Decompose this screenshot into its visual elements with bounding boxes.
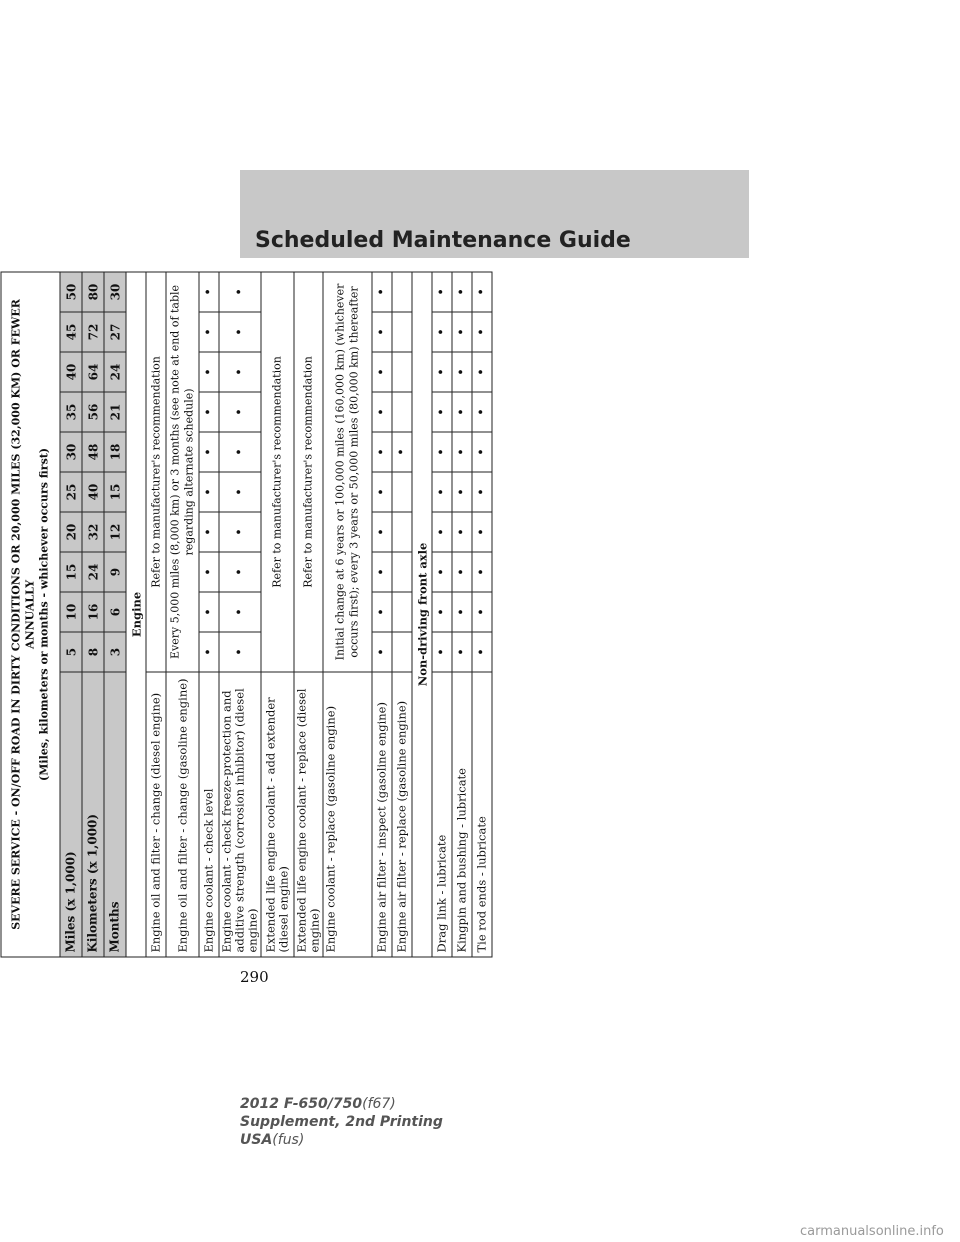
dot-mark: • bbox=[372, 272, 392, 312]
months-cell: 9 bbox=[104, 552, 126, 592]
dot-mark: • bbox=[219, 512, 261, 552]
table-row bbox=[472, 272, 492, 957]
km-label: Kilometers (x 1,000) bbox=[82, 672, 104, 957]
dot-mark: • bbox=[472, 272, 492, 312]
months-cell: 24 bbox=[104, 352, 126, 392]
miles-label: Miles (x 1,000) bbox=[60, 672, 82, 957]
dot-mark: • bbox=[472, 592, 492, 632]
row-label: Engine coolant - replace (gasoline engine) bbox=[323, 672, 372, 957]
km-cell: 72 bbox=[82, 312, 104, 352]
row-note: Initial change at 6 years or 100,000 miles (160,000 km) (whichever occurs first); every 3 years or 50,000 miles (80,000 km) thereafter bbox=[323, 272, 372, 672]
dot-mark: • bbox=[472, 352, 492, 392]
miles-cell: 45 bbox=[60, 312, 82, 352]
table-title-line2: (Miles, kilometers or months - whichever occurs first) bbox=[37, 447, 51, 781]
dot-empty bbox=[392, 352, 412, 392]
dot-mark: • bbox=[432, 352, 452, 392]
row-label: Extended life engine coolant - add extender (diesel engine) bbox=[261, 672, 294, 957]
dot-mark: • bbox=[472, 552, 492, 592]
dot-empty bbox=[392, 512, 412, 552]
table-title bbox=[1, 272, 60, 957]
dot-mark: • bbox=[199, 312, 219, 352]
dot-mark: • bbox=[472, 632, 492, 672]
table-row bbox=[392, 272, 412, 957]
dot-mark: • bbox=[372, 552, 392, 592]
dot-mark: • bbox=[472, 432, 492, 472]
miles-cell: 25 bbox=[60, 472, 82, 512]
row-label: Extended life engine coolant - replace (diesel engine) bbox=[294, 672, 323, 957]
km-cell: 40 bbox=[82, 472, 104, 512]
row-label: Engine coolant - check level bbox=[199, 672, 219, 957]
row-label: Engine air filter - replace (gasoline engine) bbox=[392, 672, 412, 957]
page-number: 290 bbox=[240, 968, 269, 986]
dot-empty bbox=[392, 592, 412, 632]
watermark: carmanualsonline.info bbox=[800, 1224, 944, 1239]
dot-mark: • bbox=[219, 552, 261, 592]
dot-mark: • bbox=[372, 512, 392, 552]
dot-mark: • bbox=[199, 472, 219, 512]
dot-mark: • bbox=[432, 632, 452, 672]
footer-edition: Supplement, 2nd Printing bbox=[240, 1114, 443, 1130]
dot-mark: • bbox=[219, 272, 261, 312]
table-row bbox=[452, 272, 472, 957]
row-note: Refer to manufacturer's recommendation bbox=[146, 272, 166, 672]
dot-mark: • bbox=[452, 272, 472, 312]
km-cell: 32 bbox=[82, 512, 104, 552]
table-title-line1: SEVERE SERVICE - ON/OFF ROAD IN DIRTY CONDITIONS OR 20,000 MILES (32,000 KM) OR FEWER ANNUALLY bbox=[9, 299, 37, 930]
dot-mark: • bbox=[452, 632, 472, 672]
dot-empty bbox=[392, 472, 412, 512]
km-cell: 56 bbox=[82, 392, 104, 432]
dot-mark: • bbox=[199, 352, 219, 392]
dot-mark: • bbox=[199, 392, 219, 432]
dot-mark: • bbox=[219, 392, 261, 432]
km-cell: 16 bbox=[82, 592, 104, 632]
dot-mark: • bbox=[472, 472, 492, 512]
section-engine: Engine bbox=[126, 272, 146, 957]
dot-mark: • bbox=[432, 392, 452, 432]
section-front-axle: Non-driving front axle bbox=[412, 272, 432, 957]
dot-mark: • bbox=[432, 552, 452, 592]
dot-mark: • bbox=[372, 632, 392, 672]
miles-cell: 15 bbox=[60, 552, 82, 592]
row-label: Kingpin and bushing - lubricate bbox=[452, 672, 472, 957]
dot-mark: • bbox=[372, 312, 392, 352]
dot-mark: • bbox=[472, 512, 492, 552]
dot-empty bbox=[392, 552, 412, 592]
months-cell: 18 bbox=[104, 432, 126, 472]
footer-model-code: (f67) bbox=[362, 1096, 396, 1112]
km-row bbox=[82, 272, 104, 957]
dot-mark: • bbox=[199, 592, 219, 632]
table-row bbox=[294, 272, 323, 957]
dot-empty bbox=[392, 272, 412, 312]
dot-mark: • bbox=[372, 392, 392, 432]
km-cell: 8 bbox=[82, 632, 104, 672]
dot-mark: • bbox=[372, 592, 392, 632]
dot-empty bbox=[392, 312, 412, 352]
page-title: Scheduled Maintenance Guide bbox=[255, 228, 631, 253]
footer-region: USA bbox=[240, 1132, 273, 1148]
dot-mark: • bbox=[199, 632, 219, 672]
dot-mark: • bbox=[432, 272, 452, 312]
dot-mark: • bbox=[432, 472, 452, 512]
months-cell: 3 bbox=[104, 632, 126, 672]
dot-mark: • bbox=[452, 592, 472, 632]
months-cell: 6 bbox=[104, 592, 126, 632]
table-row bbox=[199, 272, 219, 957]
months-cell: 27 bbox=[104, 312, 126, 352]
dot-mark: • bbox=[199, 272, 219, 312]
row-note: Every 5,000 miles (8,000 km) or 3 months (see note at end of table regarding alternate schedule) bbox=[166, 272, 199, 672]
dot-mark: • bbox=[452, 352, 472, 392]
miles-cell: 10 bbox=[60, 592, 82, 632]
row-label: Drag link - lubricate bbox=[432, 672, 452, 957]
dot-mark: • bbox=[219, 472, 261, 512]
dot-mark: • bbox=[372, 432, 392, 472]
dot-mark: • bbox=[219, 312, 261, 352]
table-row bbox=[166, 272, 199, 957]
dot-mark: • bbox=[199, 552, 219, 592]
dot-mark: • bbox=[432, 312, 452, 352]
miles-cell: 20 bbox=[60, 512, 82, 552]
km-cell: 24 bbox=[82, 552, 104, 592]
row-note: Refer to manufacturer's recommendation bbox=[261, 272, 294, 672]
footer-region-code: (fus) bbox=[272, 1132, 305, 1148]
dot-mark: • bbox=[219, 592, 261, 632]
dot-mark: • bbox=[452, 512, 472, 552]
dot-mark: • bbox=[452, 392, 472, 432]
table-row bbox=[261, 272, 294, 957]
miles-cell: 35 bbox=[60, 392, 82, 432]
row-label: Engine coolant - check freeze-protection and additive strength (corrosion inhibitor) (diesel engine) bbox=[219, 672, 261, 957]
miles-cell: 30 bbox=[60, 432, 82, 472]
dot-mark: • bbox=[219, 352, 261, 392]
dot-mark: • bbox=[472, 392, 492, 432]
dot-mark: • bbox=[199, 512, 219, 552]
months-cell: 30 bbox=[104, 272, 126, 312]
footer-model: 2012 F-650/750 bbox=[240, 1096, 363, 1112]
footer bbox=[240, 1095, 443, 1149]
dot-mark: • bbox=[432, 592, 452, 632]
row-label: Engine oil and filter - change (diesel engine) bbox=[146, 672, 166, 957]
km-cell: 48 bbox=[82, 432, 104, 472]
months-cell: 12 bbox=[104, 512, 126, 552]
dot-empty bbox=[392, 632, 412, 672]
dot-mark: • bbox=[199, 432, 219, 472]
miles-cell: 40 bbox=[60, 352, 82, 392]
maintenance-table bbox=[1, 271, 493, 957]
table-row bbox=[146, 272, 166, 957]
row-label: Engine air filter - inspect (gasoline engine) bbox=[372, 672, 392, 957]
months-cell: 15 bbox=[104, 472, 126, 512]
km-cell: 80 bbox=[82, 272, 104, 312]
km-cell: 64 bbox=[82, 352, 104, 392]
table-row bbox=[432, 272, 452, 957]
dot-mark: • bbox=[219, 432, 261, 472]
months-row bbox=[104, 272, 126, 957]
dot-empty bbox=[392, 392, 412, 432]
months-cell: 21 bbox=[104, 392, 126, 432]
miles-cell: 5 bbox=[60, 632, 82, 672]
dot-mark: • bbox=[452, 432, 472, 472]
maintenance-table-rotated bbox=[1, 273, 490, 958]
miles-row bbox=[60, 272, 82, 957]
table-row bbox=[372, 272, 392, 957]
row-label: Engine oil and filter - change (gasoline engine) bbox=[166, 672, 199, 957]
dot-mark: • bbox=[472, 312, 492, 352]
dot-mark: • bbox=[452, 552, 472, 592]
row-label: Tie rod ends - lubricate bbox=[472, 672, 492, 957]
months-label: Months bbox=[104, 672, 126, 957]
table-row bbox=[219, 272, 261, 957]
dot-mark: • bbox=[219, 632, 261, 672]
dot-mark: • bbox=[372, 472, 392, 512]
dot-mark: • bbox=[432, 512, 452, 552]
dot-mark: • bbox=[452, 312, 472, 352]
dot-mark: • bbox=[392, 432, 412, 472]
miles-cell: 50 bbox=[60, 272, 82, 312]
row-note: Refer to manufacturer's recommendation bbox=[294, 272, 323, 672]
dot-mark: • bbox=[372, 352, 392, 392]
dot-mark: • bbox=[432, 432, 452, 472]
table-row bbox=[323, 272, 372, 957]
dot-mark: • bbox=[452, 472, 472, 512]
